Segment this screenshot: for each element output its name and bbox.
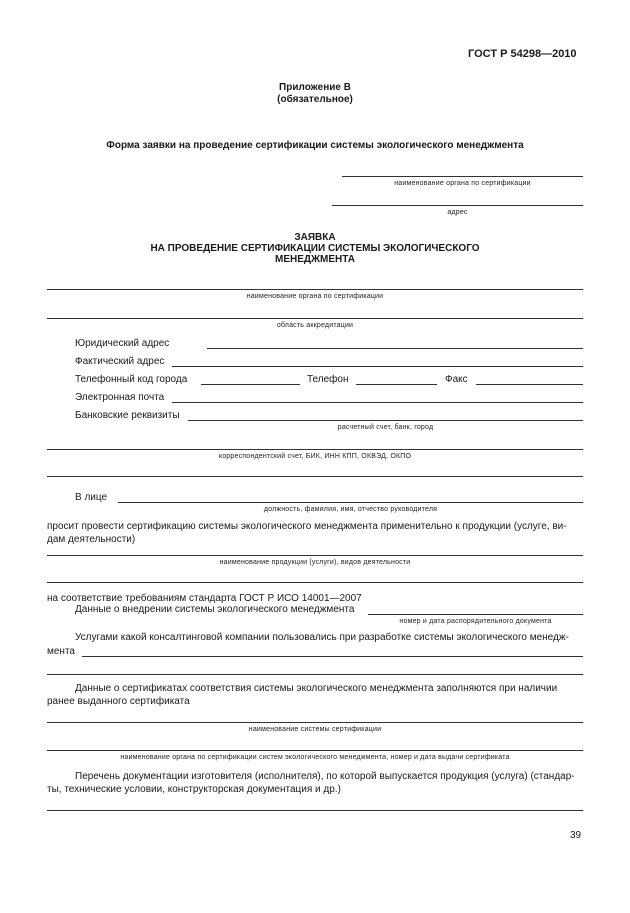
bank-label: Банковские реквизиты <box>75 410 180 421</box>
phone-code-label: Телефонный код города <box>75 374 188 385</box>
phone-label: Телефон <box>307 374 349 385</box>
bank-caption: расчетный счет, банк, город <box>337 424 434 431</box>
cert-system-caption: наименование системы сертификации <box>248 726 382 733</box>
docs-text-1: Перечень документации изготовителя (исполнителя), по которой выпускается продукция (услуга) (стандар- <box>75 771 575 782</box>
fax-label: Факс <box>445 374 468 385</box>
page-number: 39 <box>570 830 582 841</box>
consulting-line[interactable] <box>82 656 583 657</box>
legal-address-label: Юридический адрес <box>75 338 170 349</box>
organ-name-line[interactable] <box>342 176 583 177</box>
phone-line[interactable] <box>356 384 437 385</box>
cert-system-line[interactable] <box>47 722 583 723</box>
application-title: ЗАЯВКА <box>294 232 336 243</box>
application-subtitle-2: МЕНЕДЖМЕНТА <box>275 254 355 265</box>
actual-address-label: Фактический адрес <box>75 356 165 367</box>
organ-line[interactable] <box>47 289 583 290</box>
consulting-line-2[interactable] <box>47 674 583 675</box>
products-line-2[interactable] <box>47 582 583 583</box>
organ-caption: наименование органа по сертификации <box>246 293 384 300</box>
accreditation-caption: область аккредитации <box>276 322 354 329</box>
fax-line[interactable] <box>476 384 583 385</box>
consulting-text-2: мента <box>47 646 75 657</box>
docs-line[interactable] <box>47 810 583 811</box>
accreditation-line[interactable] <box>47 318 583 319</box>
doc-caption: номер и дата распорядительного документа <box>399 618 552 625</box>
consulting-text-1: Услугами какой консалтинговой компании пользовались при разработке системы экологического менедж- <box>75 632 569 643</box>
certificates-text-2: ранее выданного сертификата <box>47 696 190 707</box>
appendix-subtitle: (обязательное) <box>277 94 353 105</box>
actual-address-line[interactable] <box>172 366 583 367</box>
cert-organ-line[interactable] <box>47 750 583 751</box>
organ-name-caption: наименование органа по сертификации <box>394 180 531 187</box>
docs-text-2: ты, технические условии, конструкторская документация и др.) <box>47 784 341 795</box>
corr-line[interactable] <box>47 449 583 450</box>
standard-number: ГОСТ Р 54298—2010 <box>468 48 577 60</box>
conformity-text: на соответствие требованиям стандарта ГОСТ Р ИСО 14001—2007 <box>47 593 362 604</box>
corr-line-2[interactable] <box>47 476 583 477</box>
request-text-1: просит провести сертификацию системы экологического менеджмента применительно к продукции (услуге, ви- <box>47 521 567 532</box>
application-subtitle: НА ПРОВЕДЕНИЕ СЕРТИФИКАЦИИ СИСТЕМЫ ЭКОЛОГИЧЕСКОГО <box>150 243 480 254</box>
address-line[interactable] <box>332 205 583 206</box>
certificates-text-1: Данные о сертификатах соответствия системы экологического менеджмента заполняются при наличии <box>75 683 558 694</box>
in-person-line[interactable] <box>118 502 583 503</box>
appendix-title: Приложение В <box>279 82 351 93</box>
email-label: Электронная почта <box>75 392 165 403</box>
phone-code-line[interactable] <box>201 384 300 385</box>
implementation-text: Данные о внедрении системы экологического менеджмента <box>75 604 355 615</box>
products-caption: наименование продукции (услуги), видов деятельности <box>219 559 411 566</box>
bank-line[interactable] <box>188 420 583 421</box>
request-text-2: дам деятельности) <box>47 534 136 545</box>
corr-caption: корреспондентский счет, БИК, ИНН КПП, ОКВЭД, ОКПО <box>218 453 412 460</box>
form-title: Форма заявки на проведение сертификации системы экологического менеджмента <box>106 140 524 151</box>
implementation-line[interactable] <box>368 614 583 615</box>
legal-address-line[interactable] <box>207 348 583 349</box>
email-line[interactable] <box>172 402 583 403</box>
products-line[interactable] <box>47 555 583 556</box>
in-person-label: В лице <box>75 492 108 503</box>
cert-organ-caption: наименование органа по сертификации систем экологического менеджмента, номер и дата выдачи сертификата <box>120 754 510 761</box>
head-caption: должность, фамилия, имя, отчество руководителя <box>263 506 438 513</box>
address-caption: адрес <box>447 209 468 216</box>
